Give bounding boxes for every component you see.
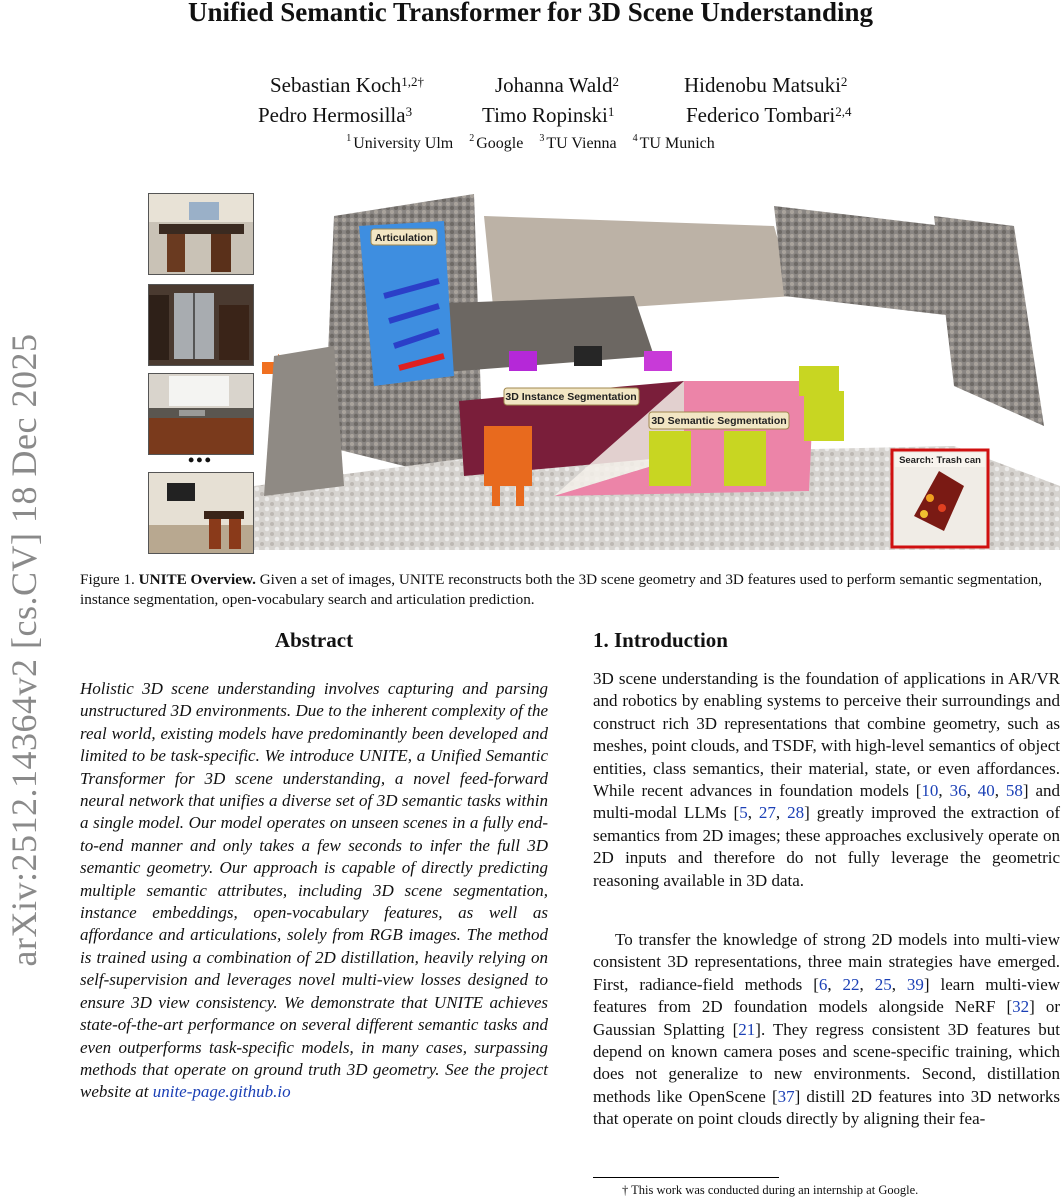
author-4: Pedro Hermosilla$^3$: [258, 103, 413, 127]
search-label: Search: Trash can: [899, 455, 981, 466]
input-image-4: [148, 472, 254, 554]
affiliation-1: $^1$ University Ulm: [346, 133, 454, 152]
citation[interactable]: 28: [787, 803, 805, 823]
semantic-segmentation-label: 3D Semantic Segmentation: [651, 415, 787, 427]
author-3: Hidenobu Matsuki$^2$: [684, 73, 848, 97]
articulation-label: Articulation: [374, 232, 434, 244]
author-2: Johanna Wald$^2$: [495, 73, 619, 97]
author-1: Sebastian Koch$^{1,2\dagger}$: [270, 73, 424, 97]
input-image-3: [148, 373, 254, 455]
abstract-heading: Abstract: [274, 628, 354, 652]
figure-caption: Figure 1. UNITE Overview. Given a set of images, UNITE reconstructs both the 3D scene geometry and 3D features used to perform semantic segmentation, instance segmentation, open-vocabulary search and articulation prediction.: [80, 571, 1043, 608]
citation[interactable]: 39: [906, 974, 924, 994]
input-image-1: [148, 193, 254, 275]
citation[interactable]: 37: [777, 1086, 795, 1106]
affiliation-3: $^3$ TU Vienna: [539, 133, 617, 152]
input-image-2: [148, 284, 254, 366]
affiliation-2: $^2$ Google: [469, 133, 524, 152]
footnote: † This work was conducted during an internship at Google.: [622, 1183, 919, 1197]
citation[interactable]: 5: [739, 803, 748, 823]
instance-segmentation-label: 3D Instance Segmentation: [505, 391, 637, 403]
affiliations: [0, 135, 1061, 153]
footnote-rule: [593, 1177, 779, 1178]
citation[interactable]: 22: [842, 974, 860, 994]
intro-heading: 1. Introduction: [593, 628, 728, 652]
author-5: Timo Ropinski$^1$: [482, 103, 615, 127]
paper-title: Unified Semantic Transformer for 3D Scene Understanding: [188, 0, 873, 27]
abstract-text: Holistic 3D scene understanding involves capturing and parsing unstructured 3D environments. Due to the inherent complexity of the real world, existing models have predominantly been developed and limited to be task-specific. We introduce UNITE, a Unified Semantic Transformer for 3D scene understanding, a novel feed-forward neural network that unifies a diverse set of 3D semantic tasks within a single model. Our model operates on unseen scenes in a fully end-to-end manner and only takes a few seconds to infer the full 3D semantic geometry. Our approach is capable of directly predicting multiple semantic attributes, including 3D scene segmentation, instance embeddings, open-vocabulary features, as well as affordance and articulations, solely from RGB images. The method is trained using a combination of 2D distillation, heavily relying on self-supervision and leverages novel multi-view losses designed to ensure 3D view consistency. We demonstrate that UNITE achieves state-of-the-art performance on several different semantic tasks and even outperforms task-specific models, in many cases, surpassing methods that operate on ground truth 3D geometry. See the project website at unite-page.github.io: [80, 679, 548, 1102]
intro-paragraph-2: To transfer the knowledge of strong 2D models into multi-view consistent 3D representations, three main strategies have emerged. First, radiance-field methods [6, 22, 25, 39] learn multi-view features from 2D foundation models alongside NeRF [32] or Gaussian Splatting [21]. They regress consistent 3D features but depend on known camera poses and scene-specific training, which does not generalize to new environments. Second, distillation methods like OpenScene [37] distill 2D features into 3D networks that operate on point clouds directly by aligning their fea-: [593, 930, 1061, 1129]
author-6: Federico Tombari$^{2,4}$: [686, 103, 852, 127]
citation[interactable]: 58: [1005, 781, 1023, 801]
citation[interactable]: 25: [874, 974, 892, 994]
intro-paragraph-1: 3D scene understanding is the foundation of applications in AR/VR and robotics by enabling systems to perceive their surroundings and construct rich 3D representations that combine geometry, such as meshes, point clouds, and TSDF, with high-level semantics of object entities, class semantics, their material, state, or even affordances. While recent advances in foundation models [10, 36, 40, 58] and multi-modal LLMs [5, 27, 28] greatly improved the extraction of semantics from 2D images; these approaches exclusively operate on 2D inputs and therefore do not fully leverage the geometric reasoning available in 3D data.: [593, 669, 1061, 890]
citation[interactable]: 6: [818, 974, 828, 994]
affiliation-4: $^4$ TU Munich: [632, 133, 715, 152]
citation[interactable]: 10: [921, 781, 939, 801]
project-link[interactable]: unite-page.github.io: [152, 1082, 291, 1102]
citation[interactable]: 27: [758, 803, 776, 823]
more-images-dots: •••: [188, 450, 213, 470]
citation[interactable]: 21: [738, 1019, 756, 1039]
citation[interactable]: 36: [949, 781, 967, 801]
citation[interactable]: 32: [1012, 997, 1030, 1017]
arxiv-stamp: arXiv:2512.14364v2 [cs.CV] 18 Dec 2025: [4, 333, 44, 967]
scene-reconstruction: [254, 186, 1060, 550]
citation[interactable]: 40: [977, 781, 995, 801]
